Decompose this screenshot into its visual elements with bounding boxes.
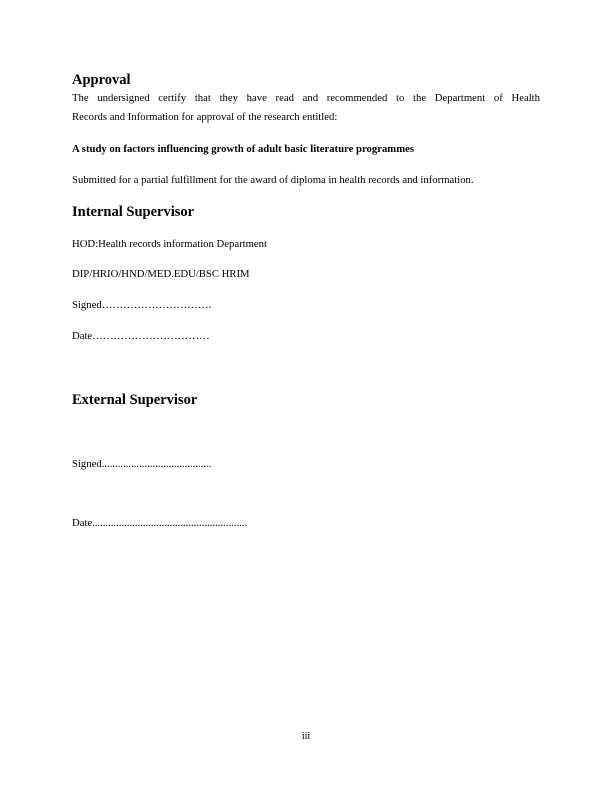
approval-heading: Approval <box>72 72 131 88</box>
submission-statement: Submitted for a partial fulfillment for the award of diploma in health records and information. <box>72 174 474 186</box>
internal-supervisor-department: HOD:Health records information Department <box>72 238 267 250</box>
page-number: iii <box>301 731 311 742</box>
external-supervisor-signature-line: Signed......................................... <box>72 458 212 470</box>
external-supervisor-heading: External Supervisor <box>72 392 198 408</box>
approval-paragraph-line-1: The undersigned certify that they have read and recommended to the Department of Health <box>72 92 540 104</box>
internal-supervisor-heading: Internal Supervisor <box>72 204 195 220</box>
internal-supervisor-date-line: Date…………………………… <box>72 330 210 342</box>
research-title: A study on factors influencing growth of adult basic literature programmes <box>72 143 414 155</box>
external-supervisor-date-line: Date.......................................................... <box>72 517 248 529</box>
approval-paragraph-line-2: Records and Information for approval of the research entitled: <box>72 111 338 123</box>
internal-supervisor-programmes: DIP/HRIO/HND/MED.EDU/BSC HRIM <box>72 268 250 280</box>
internal-supervisor-signature-line: Signed…………………………. <box>72 299 212 311</box>
